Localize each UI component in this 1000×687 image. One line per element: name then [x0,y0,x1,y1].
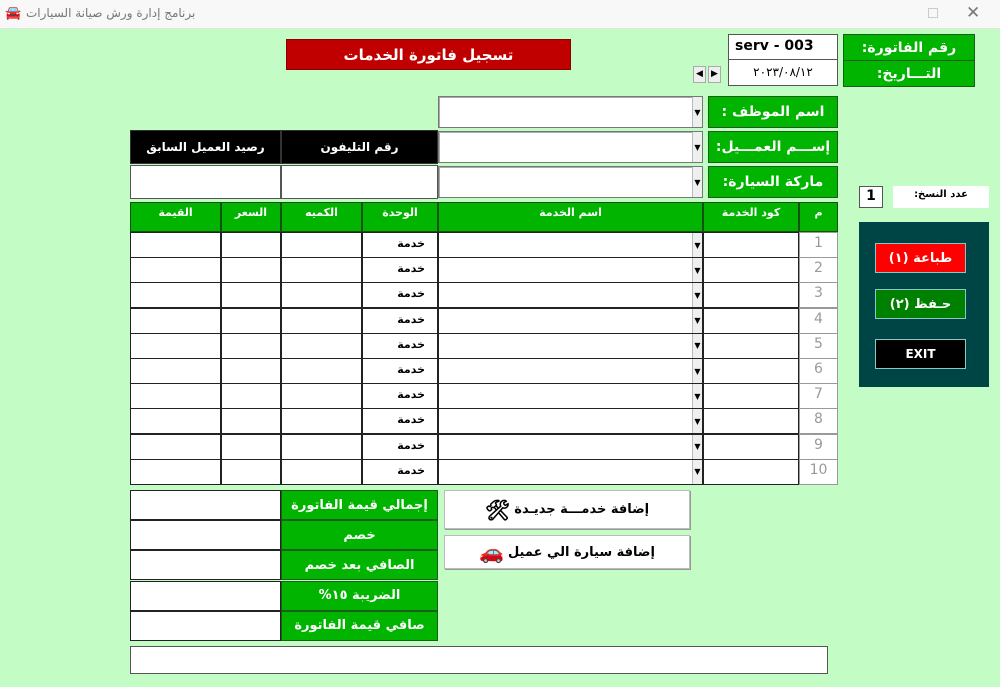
price-cell[interactable] [221,434,281,460]
chevron-down-icon[interactable]: ▼ [692,435,702,459]
value-cell [130,383,221,409]
actions-panel [859,222,989,387]
col-header-index: م [799,202,838,232]
chevron-down-icon[interactable]: ▼ [692,460,702,484]
chevron-down-icon[interactable]: ▼ [692,384,702,408]
unit-cell: خدمة [362,408,438,434]
unit-cell: خدمة [362,459,438,485]
price-cell[interactable] [221,383,281,409]
value-cell [130,308,221,334]
copies-field[interactable]: 1 [859,186,883,208]
unit-cell: خدمة [362,232,438,258]
unit-cell: خدمة [362,308,438,334]
value-cell [130,257,221,283]
price-cell[interactable] [221,358,281,384]
summary-label: الضريبة ١٥% [281,581,438,611]
chevron-down-icon[interactable]: ▼ [692,409,702,433]
quantity-cell[interactable] [281,383,362,409]
form-title: تسجيل فاتورة الخدمات [286,39,571,70]
value-cell [130,282,221,308]
row-index: 8 [799,408,838,434]
unit-cell: خدمة [362,282,438,308]
row-index: 3 [799,282,838,308]
chevron-down-icon[interactable]: ▼ [692,233,702,257]
row-index: 2 [799,257,838,283]
car-brand-label: ماركة السيارة: [708,166,838,198]
summary-label: خصم [281,520,438,550]
copies-label: عدد النسخ: [893,186,989,208]
summary-label: إجمالي قيمة الفاتورة [281,490,438,520]
chevron-down-icon[interactable]: ▼ [692,132,702,162]
customer-combobox[interactable] [438,131,703,163]
unit-cell: خدمة [362,358,438,384]
price-cell[interactable] [221,282,281,308]
row-index: 9 [799,434,838,460]
chevron-down-icon[interactable]: ▼ [692,309,702,333]
notes-field[interactable] [130,646,828,674]
summary-value-field[interactable] [130,490,281,520]
service-code-cell[interactable] [703,383,799,409]
phone-field[interactable] [281,165,438,199]
col-header-service-name: اسم الخدمة [438,202,703,232]
quantity-cell[interactable] [281,358,362,384]
row-index: 1 [799,232,838,258]
value-cell [130,434,221,460]
summary-value-field[interactable] [130,550,281,580]
col-header-service-code: كود الخدمة [703,202,799,232]
maximize-button[interactable] [928,8,938,18]
summary-value-field[interactable] [130,581,281,611]
next-record-button[interactable]: ▶ [708,66,721,83]
employee-combobox[interactable] [438,96,703,128]
car-brand-combobox[interactable] [438,166,703,198]
unit-cell: خدمة [362,383,438,409]
prev-record-button[interactable]: ◀ [693,66,706,83]
price-cell[interactable] [221,232,281,258]
row-index: 10 [799,459,838,485]
invoice-number-label: رقم الفاتورة: [843,34,975,61]
add-car-to-customer-button[interactable] [444,535,690,569]
unit-cell: خدمة [362,434,438,460]
price-cell[interactable] [221,308,281,334]
car-service-icon: 🛠 [484,497,511,522]
value-cell [130,459,221,485]
previous-balance-label: رصيد العميل السابق [130,130,281,164]
service-code-cell[interactable] [703,434,799,460]
add-new-service-button[interactable] [444,490,690,529]
price-cell[interactable] [221,333,281,359]
service-name-combobox[interactable] [438,383,703,409]
col-header-value: القيمة [130,202,221,232]
price-cell[interactable] [221,408,281,434]
value-cell [130,232,221,258]
service-name-combobox[interactable] [438,232,703,258]
value-cell [130,408,221,434]
service-code-cell[interactable] [703,308,799,334]
summary-value-field[interactable] [130,520,281,550]
service-name-combobox[interactable] [438,333,703,359]
exit-button[interactable]: EXIT [875,339,966,369]
add-service-label: إضافة خدمـــة جديـدة [514,502,650,517]
save-button[interactable]: حـفظ (٢) [875,289,966,319]
add-car-label: إضافة سيارة الي عميل [507,544,655,560]
service-name-combobox[interactable] [438,434,703,460]
date-field[interactable]: ٢٠٢٣/٠٨/١٢ [728,59,838,86]
service-name-combobox[interactable] [438,282,703,308]
invoice-number-field[interactable]: serv - 003 [728,34,838,60]
date-label: التـــاريخ: [843,60,975,87]
chevron-down-icon[interactable]: ▼ [692,283,702,307]
service-code-cell[interactable] [703,232,799,258]
service-code-cell[interactable] [703,333,799,359]
unit-cell: خدمة [362,333,438,359]
row-index: 6 [799,358,838,384]
summary-label: صافي قيمة الفاتورة [281,611,438,641]
price-cell[interactable] [221,257,281,283]
previous-balance-field[interactable] [130,165,281,199]
customer-label: إســـم العمـــيل: [708,131,838,163]
quantity-cell[interactable] [281,333,362,359]
row-index: 5 [799,333,838,359]
quantity-cell[interactable] [281,434,362,460]
chevron-down-icon[interactable]: ▼ [692,359,702,383]
quantity-cell[interactable] [281,308,362,334]
service-name-combobox[interactable] [438,459,703,485]
service-code-cell[interactable] [703,408,799,434]
col-header-unit: الوحدة [362,202,438,232]
row-index: 7 [799,383,838,409]
print-button[interactable]: طباعة (١) [875,243,966,273]
value-cell [130,358,221,384]
summary-value-field[interactable] [130,611,281,641]
unit-cell: خدمة [362,257,438,283]
title-bar [0,0,1000,29]
quantity-cell[interactable] [281,232,362,258]
col-header-quantity: الكميه [281,202,362,232]
phone-label: رقم التليفون [281,130,438,164]
chevron-down-icon[interactable]: ▼ [692,97,702,127]
service-code-cell[interactable] [703,257,799,283]
chevron-down-icon[interactable]: ▼ [692,167,702,197]
row-index: 4 [799,308,838,334]
car-repair-icon: 🚘 [5,6,22,21]
car-icon: 🚗 [479,540,504,564]
employee-label: اسم الموظف : [708,96,838,128]
service-code-cell[interactable] [703,459,799,485]
chevron-down-icon[interactable]: ▼ [692,334,702,358]
quantity-cell[interactable] [281,459,362,485]
service-name-combobox[interactable] [438,358,703,384]
service-name-combobox[interactable] [438,308,703,334]
col-header-price: السعر [221,202,281,232]
service-name-combobox[interactable] [438,408,703,434]
price-cell[interactable] [221,459,281,485]
service-name-combobox[interactable] [438,257,703,283]
quantity-cell[interactable] [281,282,362,308]
quantity-cell[interactable] [281,257,362,283]
summary-label: الصافي بعد خصم [281,550,438,580]
window-title: برنامج إدارة ورش صيانة السيارات [26,6,196,20]
service-code-cell[interactable] [703,358,799,384]
service-code-cell[interactable] [703,282,799,308]
close-button[interactable]: ✕ [966,3,981,23]
chevron-down-icon[interactable]: ▼ [692,258,702,282]
quantity-cell[interactable] [281,408,362,434]
value-cell [130,333,221,359]
